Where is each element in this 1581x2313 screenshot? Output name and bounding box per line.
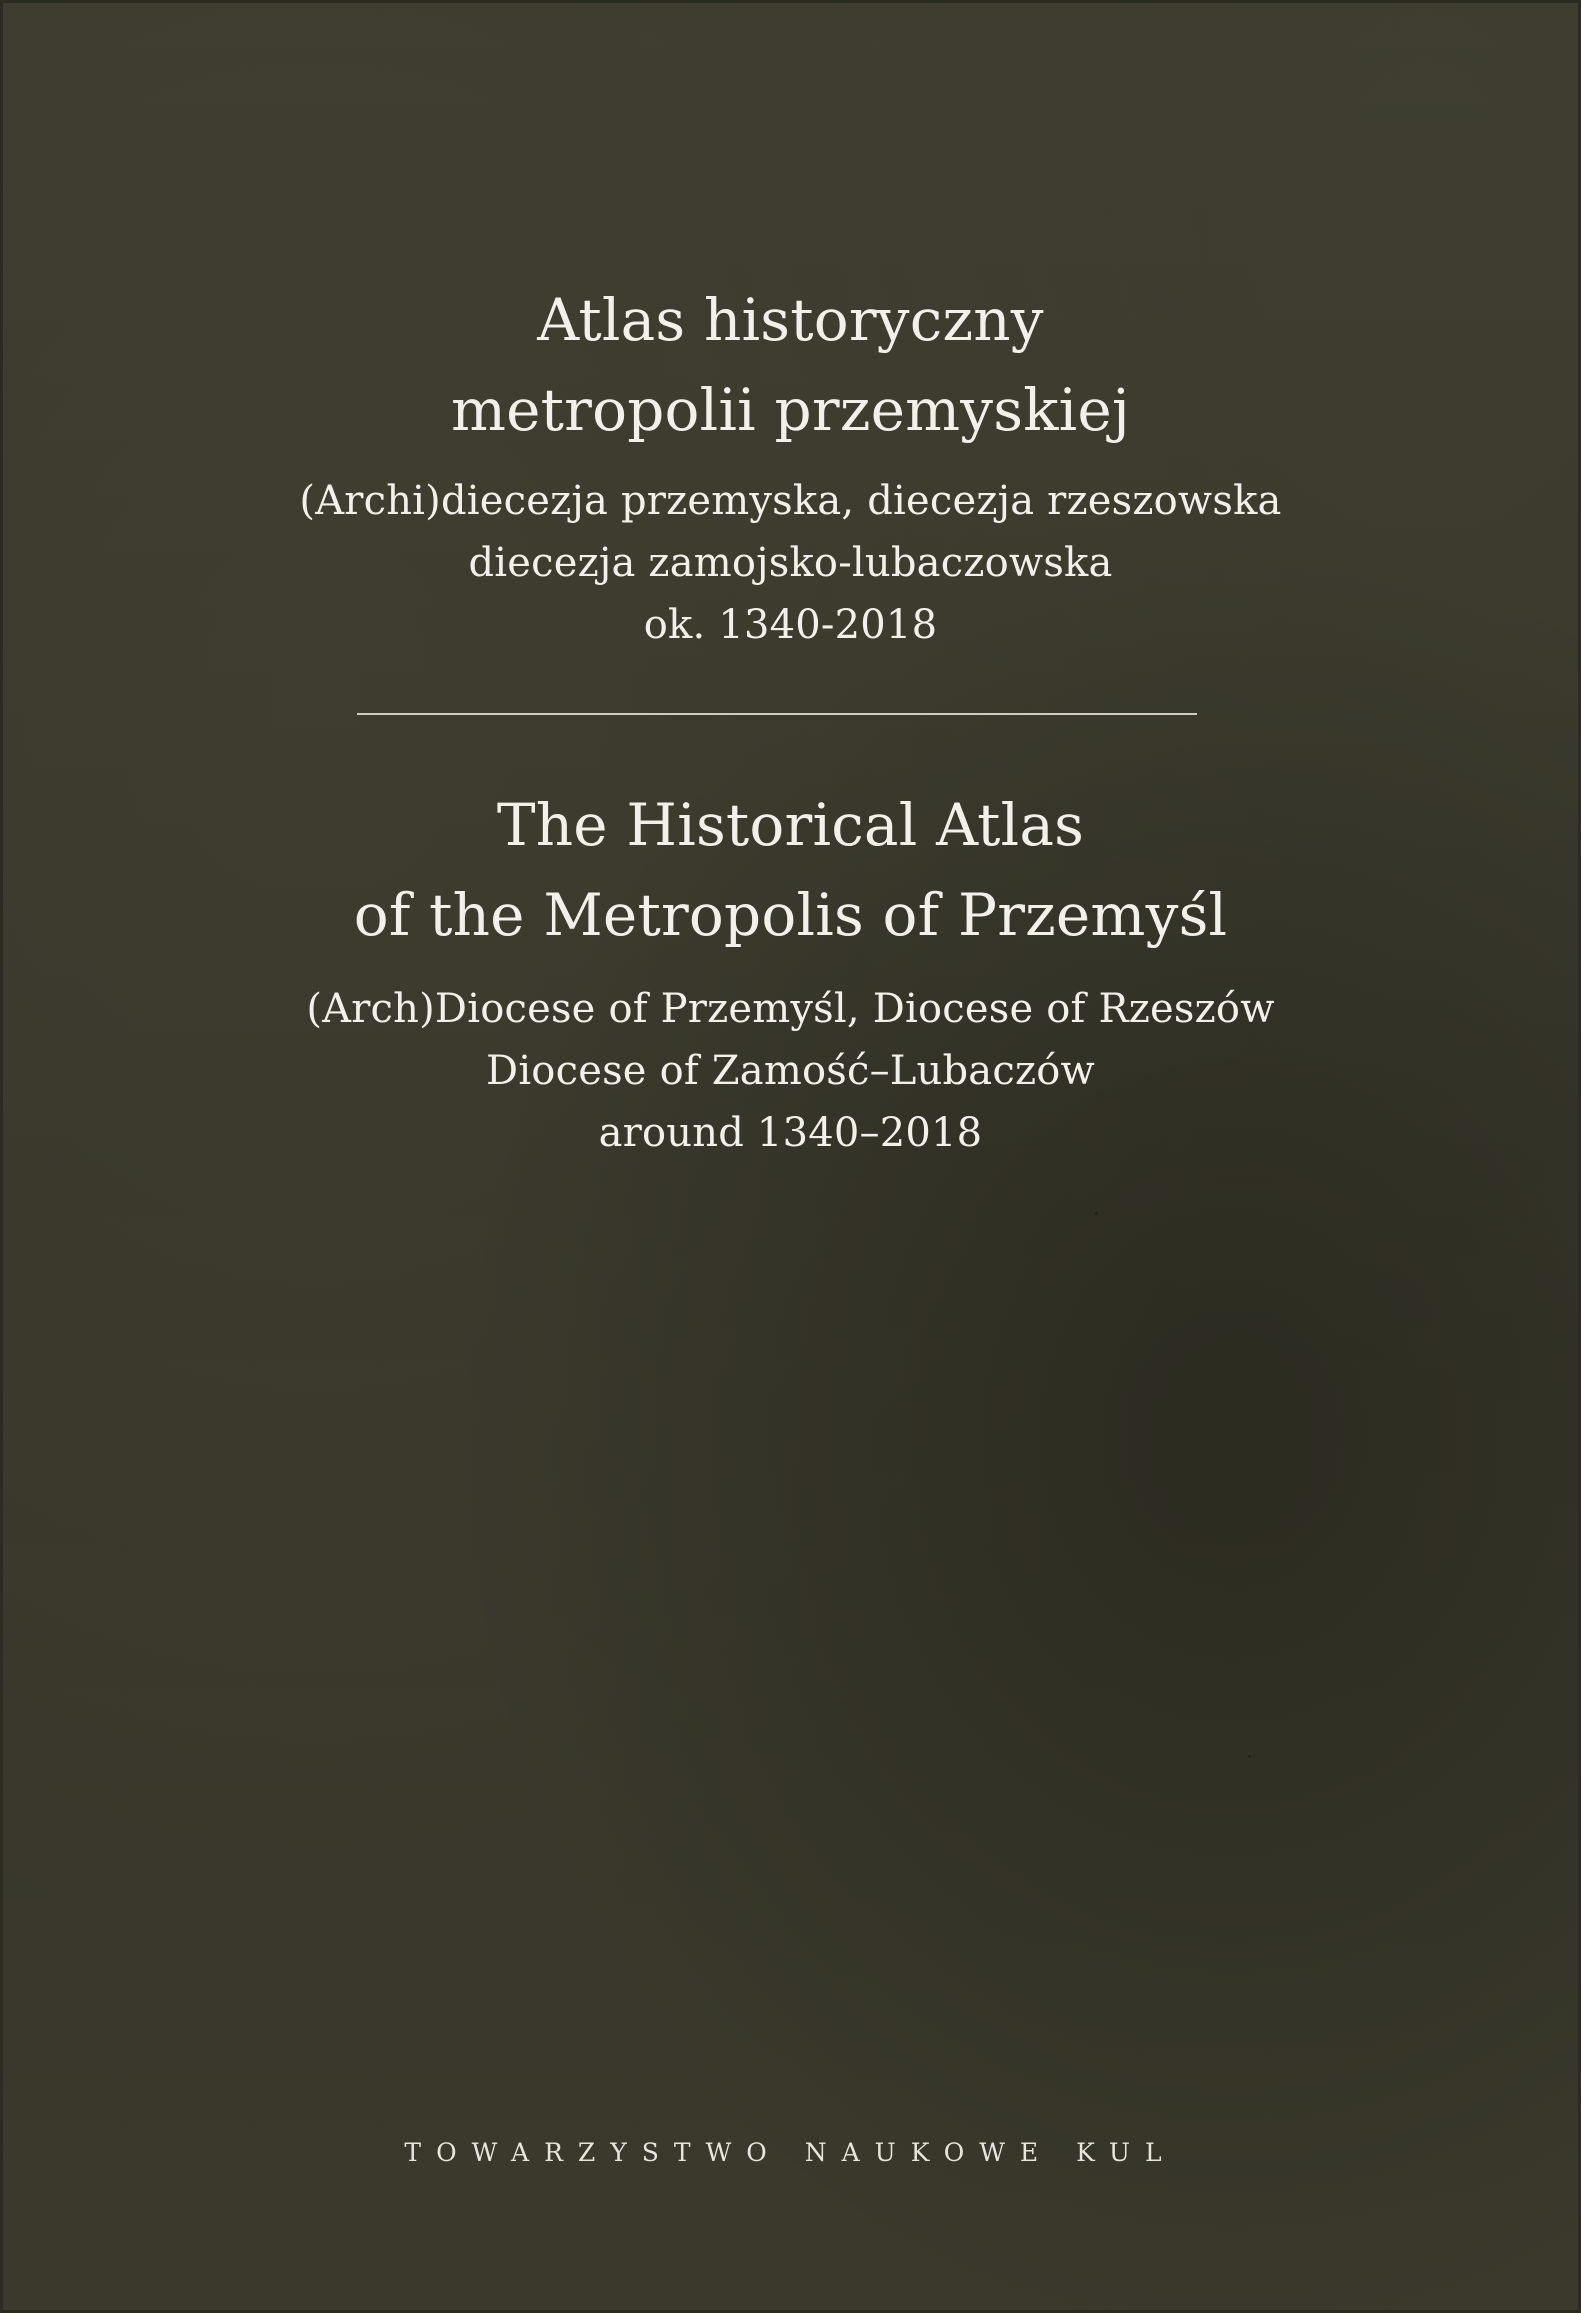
divider-rule bbox=[357, 713, 1197, 715]
title-english-line-2: of the Metropolis of Przemyśl bbox=[353, 881, 1228, 949]
subtitle-english-line-1: (Arch)Diocese of Przemyśl, Diocese of Rzeszów bbox=[306, 986, 1275, 1032]
title-polish bbox=[0, 275, 1581, 455]
subtitle-english bbox=[0, 978, 1581, 1164]
subtitle-english-line-3: around 1340–2018 bbox=[598, 1110, 983, 1156]
title-english bbox=[0, 780, 1581, 960]
subtitle-polish-line-1: (Archi)diecezja przemyska, diecezja rzeszowska bbox=[299, 478, 1282, 524]
publisher-name: TOWARZYSTWO NAUKOWE KUL bbox=[404, 2138, 1177, 2167]
title-english-line-1: The Historical Atlas bbox=[496, 791, 1085, 859]
surface-speck bbox=[1248, 1755, 1251, 1758]
subtitle-english-line-2: Diocese of Zamość–Lubaczów bbox=[486, 1048, 1095, 1094]
surface-speck bbox=[1095, 1212, 1098, 1215]
title-polish-line-1: Atlas historyczny bbox=[537, 286, 1044, 354]
subtitle-polish-line-3: ok. 1340-2018 bbox=[643, 602, 938, 648]
subtitle-polish bbox=[0, 470, 1581, 656]
subtitle-polish-line-2: diecezja zamojsko-lubaczowska bbox=[468, 540, 1113, 586]
title-polish-line-2: metropolii przemyskiej bbox=[450, 376, 1131, 444]
